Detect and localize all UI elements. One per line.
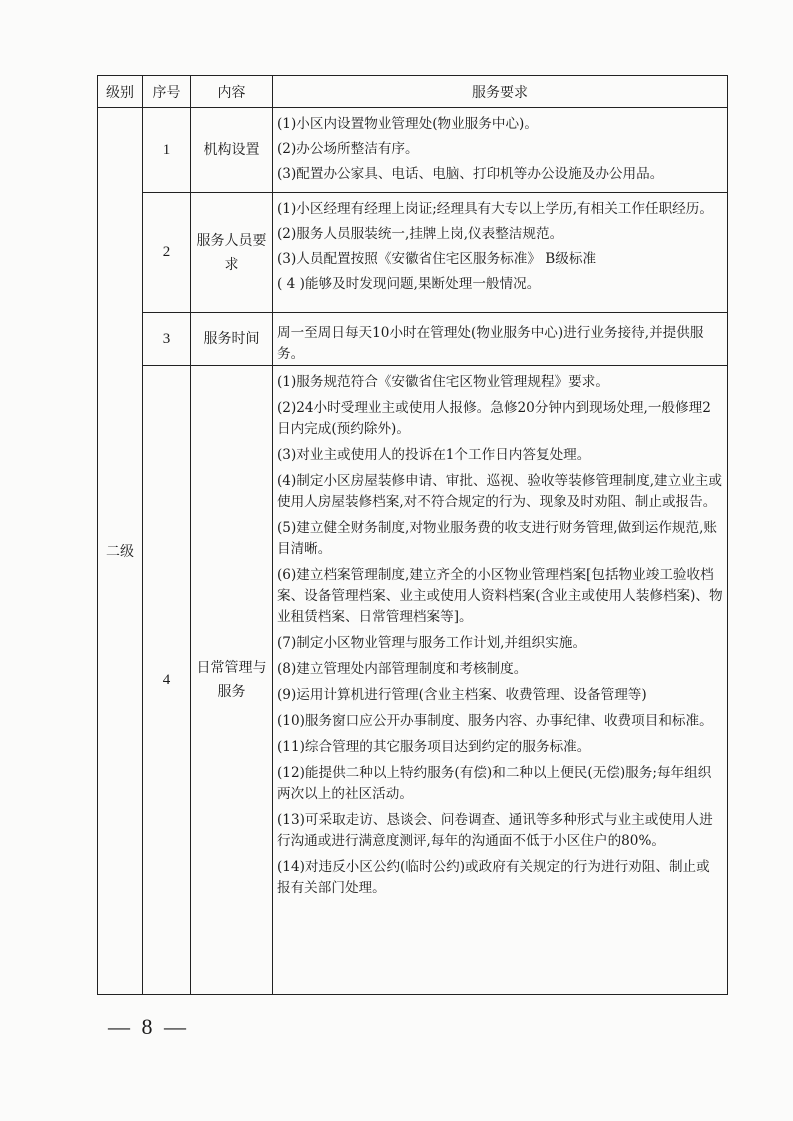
header-number: 序号 [143,76,191,108]
table-row [98,313,728,366]
table-row [98,366,728,995]
requirement-item: (12)能提供二种以上特约服务(有偿)和二种以上便民(无偿)服务;每年组织两次以上的社区活动。 [277,765,712,802]
requirement-item: (9)运用计算机进行管理(含业主档案、收费管理、设备管理等) [277,687,647,703]
requirement-item: (2)服务人员服装统一,挂牌上岗,仪表整洁规范。 [277,226,564,242]
requirement-item: (14)对违反小区公约(临时公约)或政府有关规定的行为进行劝阻、制止或报有关部门处理。 [277,859,710,896]
requirement-item: (7)制定小区物业管理与服务工作计划,并组织实施。 [277,635,587,651]
table-row [98,108,728,193]
requirement-item: (3)配置办公家具、电话、电脑、打印机等办公设施及办公用品。 [277,166,664,182]
table-row [98,193,728,313]
level-cell: 二级 [98,108,143,995]
requirement-item: (5)建立健全财务制度,对物业服务费的收支进行财务管理,做到运作规范,账目清晰。 [277,520,718,557]
content-cell: 机构设置 [191,108,273,193]
requirement-item: (13)可采取走访、恳谈会、问卷调查、通讯等多种形式与业主或使用人进行沟通或进行满意度测评,每年的沟通面不低于小区住户的80%。 [277,812,713,849]
requirement-item: ( 4 )能够及时发现问题,果断处理一般情况。 [277,276,541,292]
requirements-cell [273,193,728,313]
requirement-item: (11)综合管理的其它服务项目达到约定的服务标准。 [277,739,591,755]
requirement-item: (3)人员配置按照《安徽省住宅区服务标准》 B级标准 [277,251,597,267]
requirement-item: (3)对业主或使用人的投诉在1个工作日内答复处理。 [277,447,591,463]
requirement-item: (1)小区经理有经理上岗证;经理具有大专以上学历,有相关工作任职经历。 [277,201,713,217]
header-content: 内容 [191,76,273,108]
requirement-item: 周一至周日每天10小时在管理处(物业服务中心)进行业务接待,并提供服务。 [277,325,704,362]
header-requirements: 服务要求 [273,76,728,108]
requirements-cell [273,313,728,366]
row-number: 1 [143,108,191,193]
requirement-item: (1)服务规范符合《安徽省住宅区物业管理规程》要求。 [277,374,609,390]
requirements-cell [273,108,728,193]
requirement-item: (4)制定小区房屋装修申请、审批、巡视、验收等装修管理制度,建立业主或使用人房屋装修档案,对不符合规定的行为、现象及时劝阻、制止或报告。 [277,473,722,510]
row-number: 4 [143,366,191,995]
content-cell: 服务时间 [191,313,273,366]
header-level: 级别 [98,76,143,108]
requirement-item: (8)建立管理处内部管理制度和考核制度。 [277,661,528,677]
requirement-item: (2)办公场所整洁有序。 [277,141,419,157]
service-standard-table [97,75,728,995]
content-cell: 服务人员要求 [191,193,273,313]
table-header-row [98,76,728,108]
row-number: 3 [143,313,191,366]
requirement-item: (2)24小时受理业主或使用人报修。急修20分钟内到现场处理,一般修理2日内完成(预约除外)。 [277,400,711,437]
content-cell: 日常管理与服务 [191,366,273,995]
page-number: — 8 — [108,1014,189,1039]
row-number: 2 [143,193,191,313]
requirement-item: (6)建立档案管理制度,建立齐全的小区物业管理档案[包括物业竣工验收档案、设备管理档案、业主或使用人资料档案(含业主或使用人装修档案)、物业租赁档案、日常管理档案等]。 [277,567,723,625]
requirement-item: (10)服务窗口应公开办事制度、服务内容、办事纪律、收费项目和标准。 [277,713,713,729]
requirements-cell [273,366,728,995]
requirement-item: (1)小区内设置物业管理处(物业服务中心)。 [277,116,538,132]
